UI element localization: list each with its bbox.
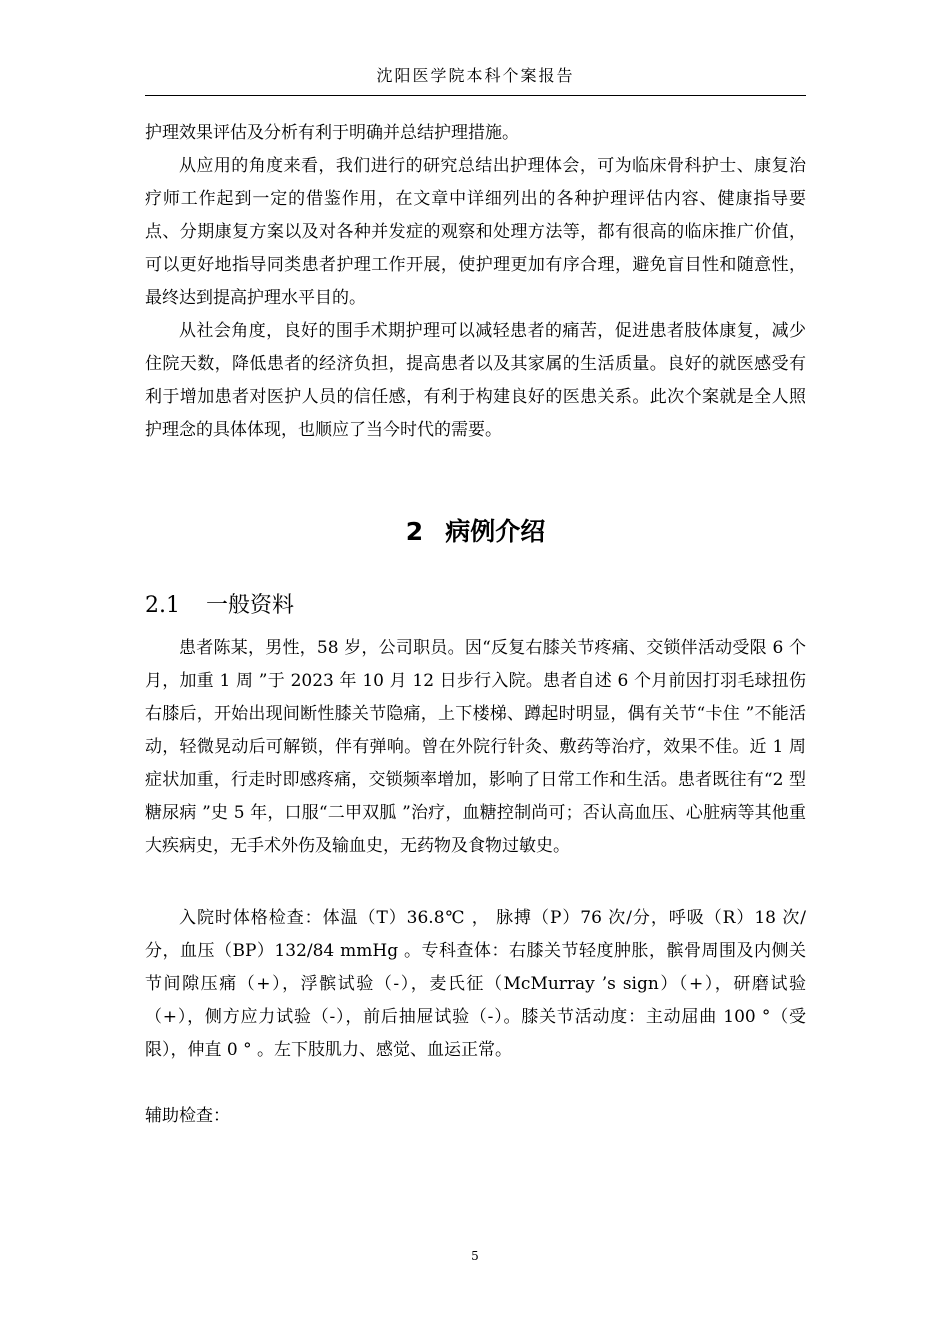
- chapter-number: 2: [405, 517, 424, 546]
- chapter-title: 病例介绍: [445, 517, 546, 546]
- intro-paragraph-2: 从应用的角度来看，我们进行的研究总结出护理体会，可为临床骨科护士、康复治疗师工作起到一定的借鉴作用，在文章中详细列出的各种护理评估内容、健康指导要点、分期康复方案以及对各种并发症的观察和处理方法等，都有很高的临床推广价值，可以更好地指导同类患者护理工作开展，使护理更加有序合理，避免盲目性和随意性，最终达到提高护理水平目的。: [145, 156, 806, 308]
- aux-exam-label: 辅助检查：: [145, 1106, 230, 1126]
- page-number: 5: [471, 1249, 479, 1263]
- section-number: 2.1: [145, 593, 180, 618]
- chapter-heading: [145, 512, 806, 552]
- section-heading: [145, 588, 294, 624]
- section-title: 一般资料: [206, 593, 295, 618]
- intro-paragraph-3: 从社会角度，良好的围手术期护理可以减轻患者的痛苦，促进患者肢体康复，减少住院天数，降低患者的经济负担，提高患者以及其家属的生活质量。良好的就医感受有利于增加患者对医护人员的信任感，有利于构建良好的医患关系。此次个案就是全人照护理念的具体体现，也顺应了当今时代的需要。: [145, 321, 806, 440]
- intro-paragraph-1: 护理效果评估及分析有利于明确并总结护理措施。: [145, 123, 519, 143]
- case-paragraph-2: 入院时体格检查：体温（T）36.8℃ ， 脉搏（P）76 次/分，呼吸（R）18 次/分，血压（BP）132/84 mmHg 。专科查体：右膝关节轻度肿胀，髌骨周围及内侧关节间隙压痛（+），浮髌试验（-），麦氏征（McMurray ’s sign）（+），研磨试验（+），侧方应力试验（-），前后抽屉试验（-）。膝关节活动度：主动屈曲 100 °（受限），伸直 0 ° 。左下肢肌力、感觉、血运正常。: [145, 908, 806, 1060]
- case-paragraph-1: 患者陈某，男性，58 岁，公司职员。因“反复右膝关节疼痛、交锁伴活动受限 6 个月，加重 1 周 ”于 2023 年 10 月 12 日步行入院。患者自述 6 个月前因打羽毛球扭伤右膝后，开始出现间断性膝关节隐痛，上下楼梯、蹲起时明显，偶有关节“卡住 ”不能活动，轻微晃动后可解锁，伴有弹响。曾在外院行针灸、敷药等治疗，效果不佳。近 1 周症状加重，行走时即感疼痛，交锁频率增加，影响了日常工作和生活。患者既往有“2 型糖尿病 ”史 5 年，口服“二甲双胍 ”治疗，血糖控制尚可；否认高血压、心脏病等其他重大疾病史，无手术外伤及输血史，无药物及食物过敏史。: [145, 638, 806, 856]
- header-rule: [145, 95, 806, 96]
- running-header: 沈阳医学院本科个案报告: [376, 66, 575, 85]
